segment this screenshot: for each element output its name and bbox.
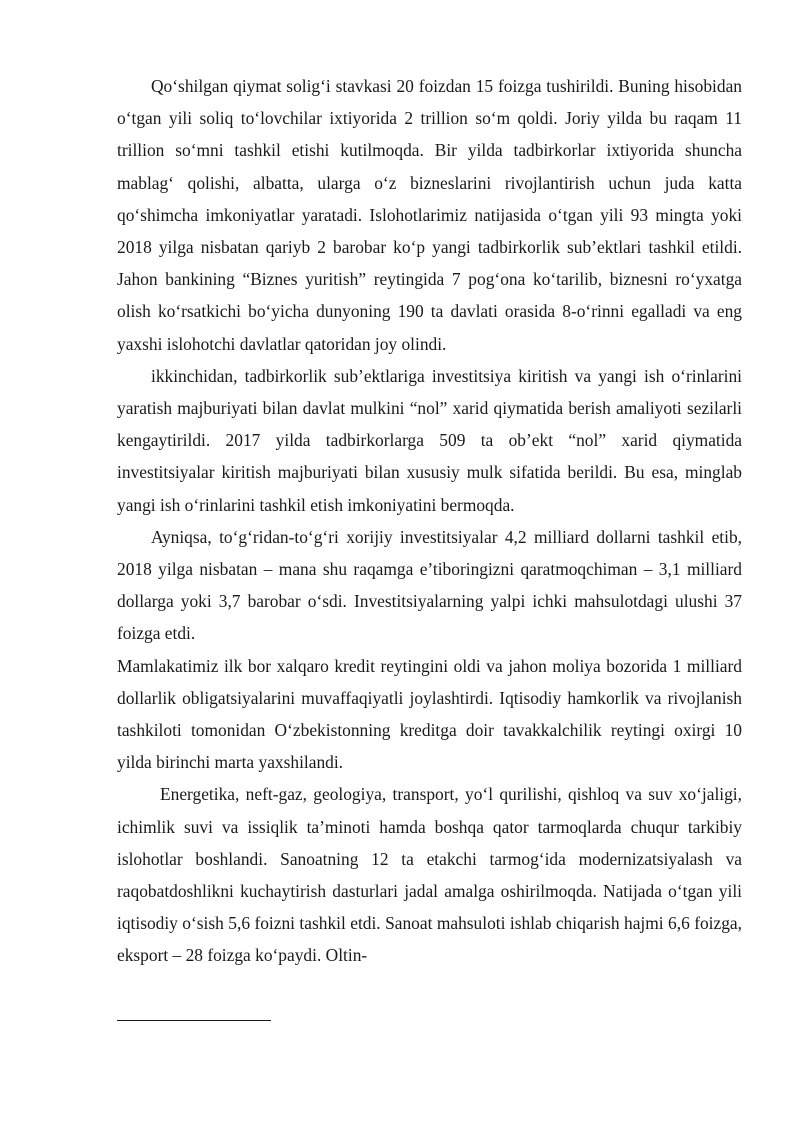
document-page bbox=[117, 70, 742, 972]
paragraph-credit-rating: Mamlakatimiz ilk bor xalqaro kredit reytingini oldi va jahon moliya bozorida 1 milliard dollarlik obligatsiyalarini muvaffaqiyatli joylashtirdi. Iqtisodiy hamkorlik va rivojlanish tashkiloti tomonidan O‘zbekistonning kreditga doir tavakkalchilik reytingi oxirgi 10 yilda birinchi marta yaxshilandi. bbox=[117, 655, 742, 773]
footnote-separator bbox=[117, 1020, 271, 1021]
paragraph-foreign-investment: Ayniqsa, to‘g‘ridan-to‘g‘ri xorijiy investitsiyalar 4,2 milliard dollarni tashkil etib, 2018 yilga nisbatan – mana shu raqamga e’tiboringizni qaratmoqchiman – 3,1 milliard dollarga yoki 3,7 barobar o‘sdi. Investitsiyalarning yalpi ichki mahsulotdagi ulushi 37 foizga etdi. bbox=[117, 526, 742, 644]
paragraph-state-property: ikkinchidan, tadbirkorlik sub’ektlariga investitsiya kiritish va yangi ish o‘rinlarini yaratish majburiyati bilan davlat mulkini “nol” xarid qiymatida berish amaliyoti sezilarli kengaytirildi. 2017 yilda tadbirkorlarga 509 ta ob’ekt “nol” xarid qiymatida investitsiyalar kiritish majburiyati bilan xususiy mulk sifatida berildi. Bu esa, minglab yangi ish o‘rinlarini tashkil etish imkoniyatini bermoqda. bbox=[117, 365, 742, 515]
paragraph-vat-reduction: Qo‘shilgan qiymat solig‘i stavkasi 20 foizdan 15 foizga tushirildi. Buning hisobidan o‘tgan yili soliq to‘lovchilar ixtiyorida 2 trillion so‘m qoldi. Joriy yilda bu raqam 11 trillion so‘mni tashkil etishi kutilmoqda. Bir yilda tadbirkorlar ixtiyorida shuncha mablag‘ qolishi, albatta, ularga o‘z bizneslarini rivojlantirish uchun juda katta qo‘shimcha imkoniyatlar yaratadi. Islohotlarimiz natijasida o‘tgan yili 93 mingta yoki 2018 yilga nisbatan qariyb 2 barobar ko‘p yangi tadbirkorlik sub’ektlari tashkil etildi. Jahon bankining “Biznes yuritish” reytingida 7 pog‘ona ko‘tarilib, biznesni ro‘yxatga olish ko‘rsatkichi bo‘yicha dunyoning 190 ta davlati orasida 8-o‘rinni egalladi va eng yaxshi islohotchi davlatlar qatoridan joy olindi. bbox=[117, 76, 742, 354]
paragraph-structural-reforms: Energetika, neft-gaz, geologiya, transport, yo‘l qurilishi, qishloq va suv xo‘jaligi, ichimlik suvi va issiqlik ta’minoti hamda boshqa qator tarmoqlarda chuqur tarkibiy islohotlar boshlandi. Sanoatning 12 ta etakchi tarmog‘ida modernizatsiyalash va raqobatdoshlikni kuchaytirish dasturlari jadal amalga oshirilmoqda. Natijada o‘tgan yili iqtisodiy o‘sish 5,6 foizni tashkil etdi. Sanoat mahsuloti ishlab chiqarish hajmi 6,6 foizga, eksport – 28 foizga ko‘paydi. Oltin- bbox=[117, 784, 742, 966]
